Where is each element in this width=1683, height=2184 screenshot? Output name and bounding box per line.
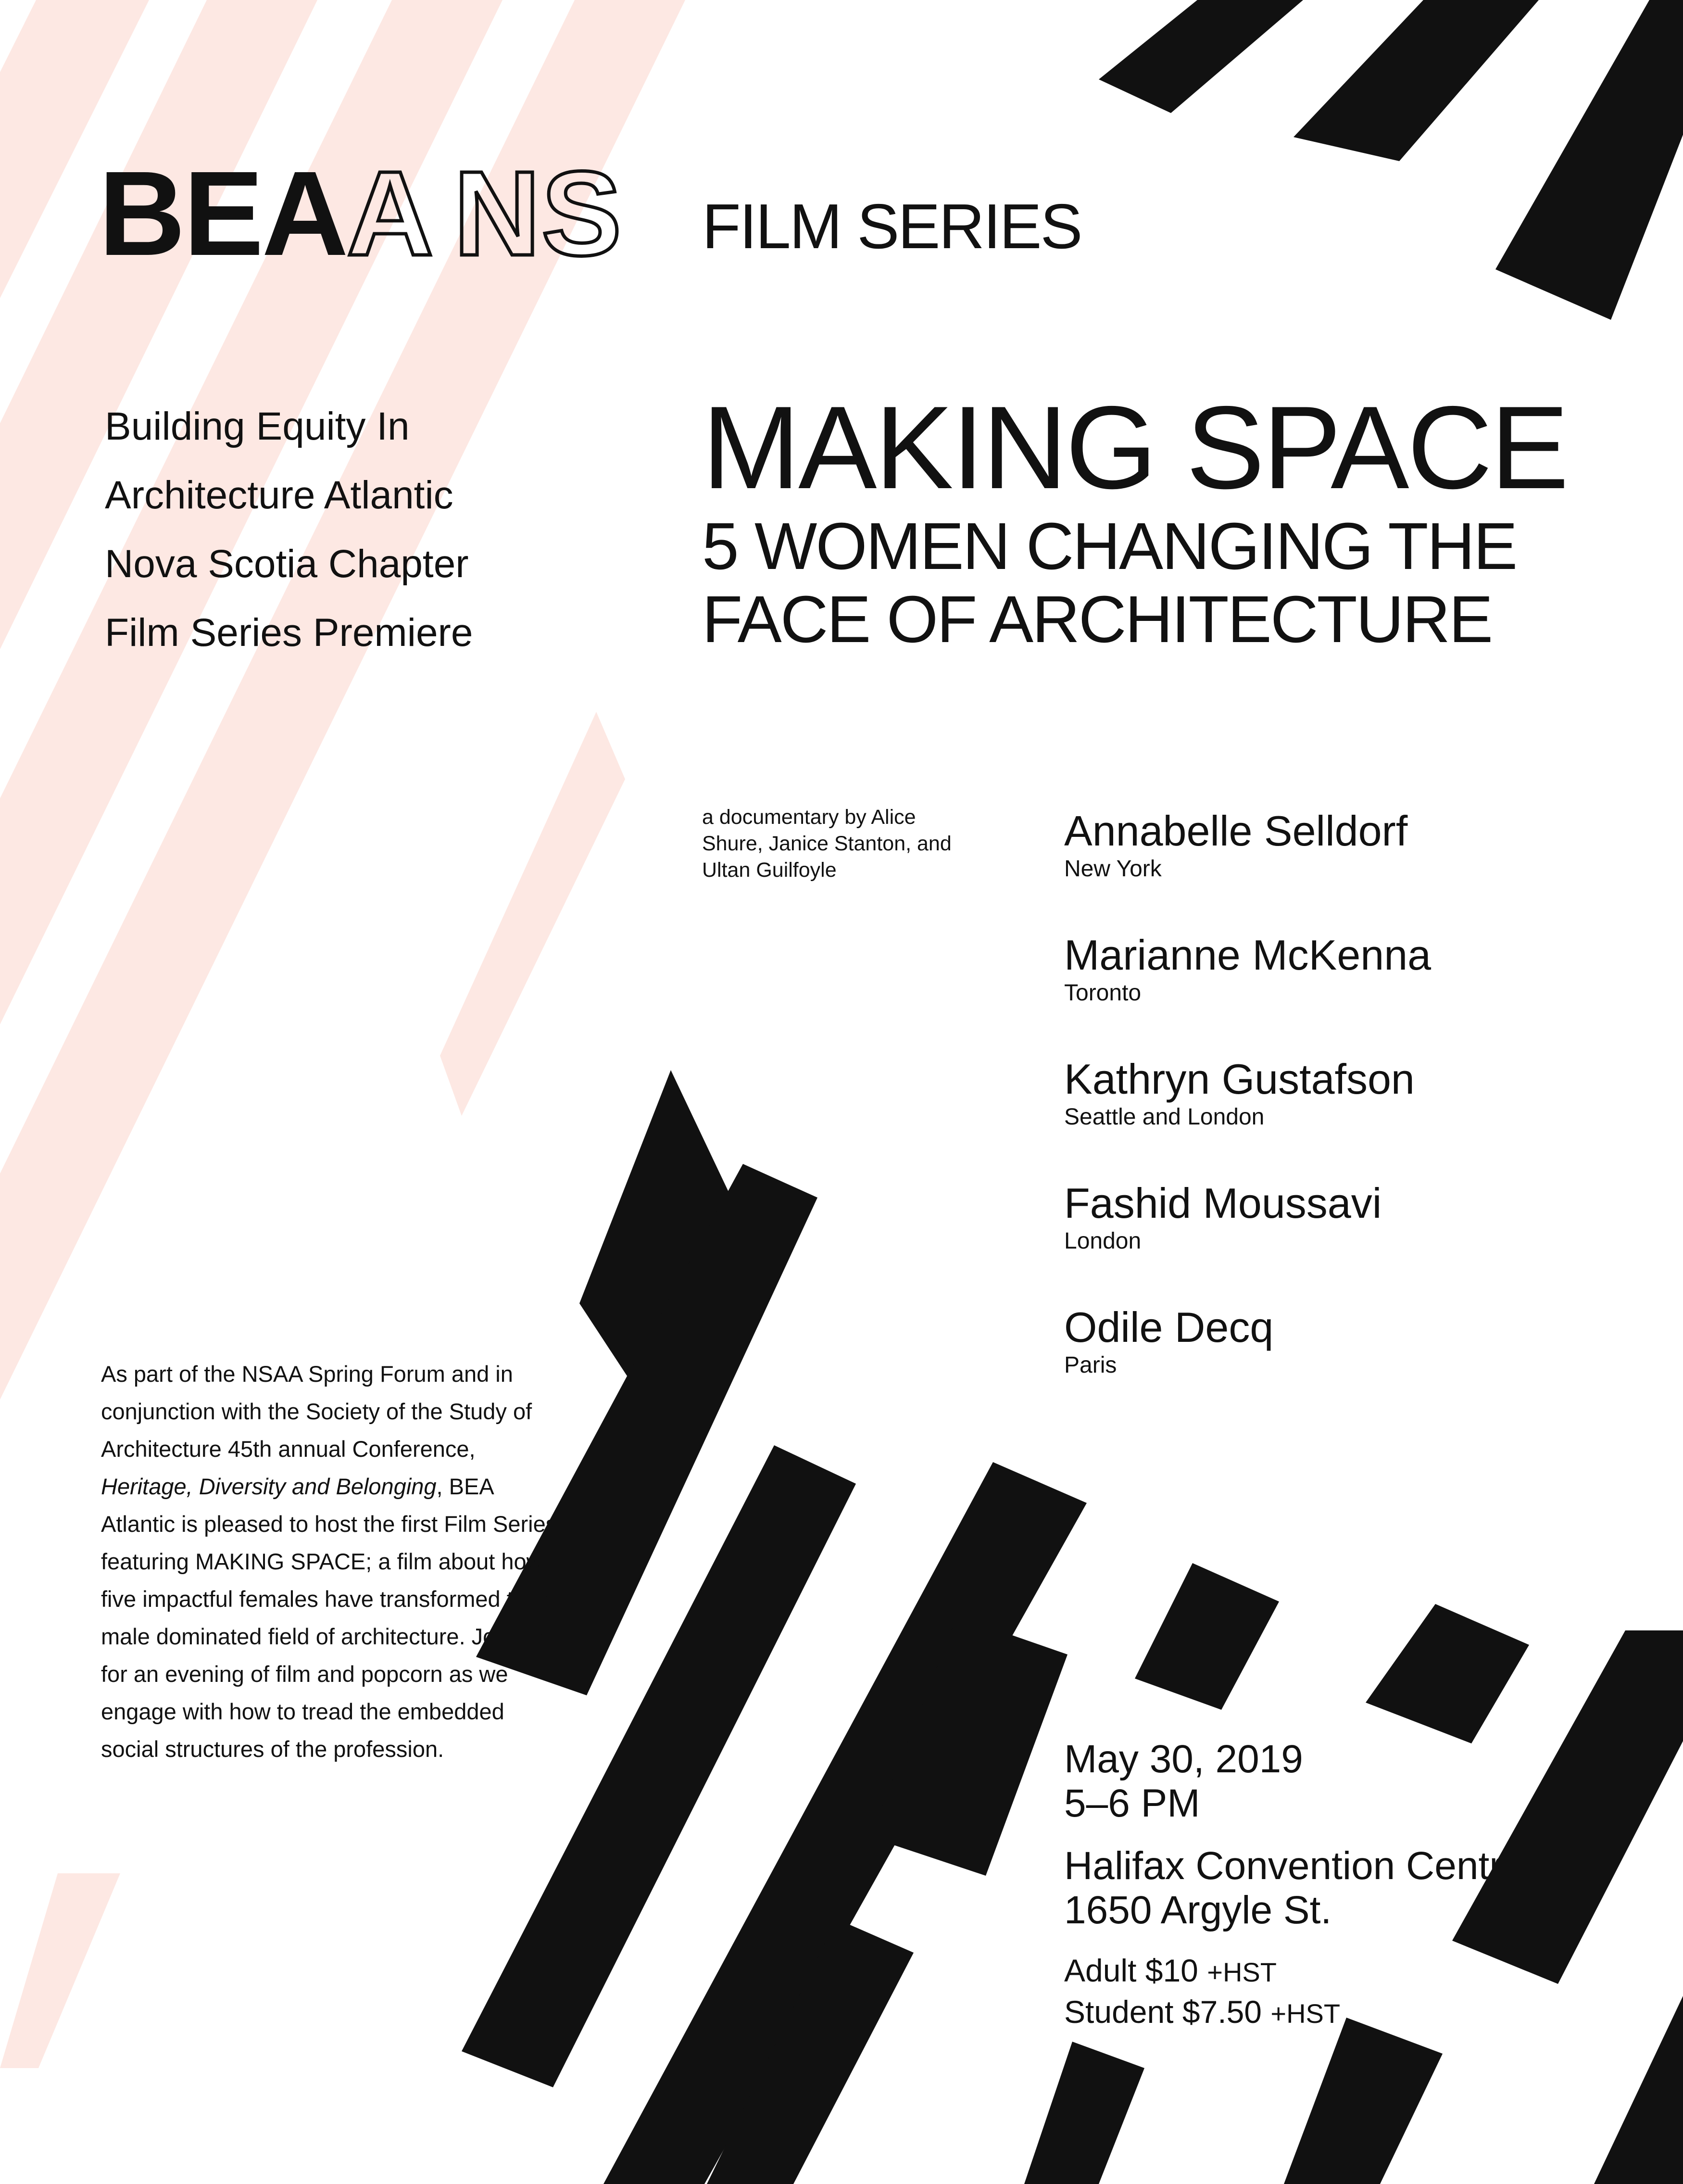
film-title: MAKING SPACE [702, 381, 1567, 513]
architect-name: Marianne McKenna [1064, 931, 1432, 979]
event-date: May 30, 2019 [1064, 1737, 1303, 1781]
film-title-block [702, 381, 1567, 656]
architect-city: New York [1064, 856, 1162, 882]
architect-city: London [1064, 1228, 1142, 1254]
list-item [1064, 1179, 1431, 1303]
organization-block [105, 392, 473, 667]
featured-architects-list [1064, 807, 1431, 1427]
bea-ns-logo [99, 144, 623, 280]
event-venue: Halifax Convention Centre [1064, 1844, 1525, 1888]
tax-label: +HST [1270, 1998, 1341, 2029]
org-line: Architecture Atlantic [105, 473, 453, 517]
architect-city: Paris [1064, 1352, 1117, 1378]
student-price-label: Student $7.50 [1064, 1994, 1262, 2030]
event-description [101, 1355, 563, 1768]
event-time: 5–6 PM [1064, 1781, 1200, 1825]
org-line: Building Equity In [105, 404, 410, 448]
list-item [1064, 1303, 1431, 1427]
event-details [1064, 1737, 1524, 2033]
event-address: 1650 Argyle St. [1064, 1888, 1332, 1932]
org-line: Film Series Premiere [105, 611, 473, 655]
list-item [1064, 1055, 1431, 1179]
description-text-1: As part of the NSAA Spring Forum and in conjunction with the Society of the Study of Architecture 45th annual Conference, [101, 1361, 532, 1462]
org-line: Nova Scotia Chapter [105, 542, 469, 586]
documentary-credits: a documentary by Alice Shure, Janice Stanton, and Ultan Guilfoyle [702, 806, 952, 882]
conference-theme: Heritage, Diversity and Belonging [101, 1474, 437, 1499]
film-subtitle-line-1: 5 WOMEN CHANGING THE [702, 509, 1517, 583]
architect-name: Annabelle Selldorf [1064, 807, 1408, 855]
film-series-label: FILM SERIES [702, 191, 1081, 262]
logo-outline-ns: NS [453, 146, 623, 280]
tax-label: +HST [1207, 1957, 1277, 1987]
list-item [1064, 931, 1431, 1055]
architect-city: Seattle and London [1064, 1104, 1265, 1130]
architect-name: Odile Decq [1064, 1303, 1274, 1351]
film-subtitle-line-2: FACE OF ARCHITECTURE [702, 582, 1492, 656]
adult-price [1064, 1951, 1524, 1992]
logo-outline-a: A [346, 146, 435, 280]
list-item [1064, 807, 1431, 931]
architect-name: Kathryn Gustafson [1064, 1055, 1415, 1103]
student-price [1064, 1992, 1524, 2033]
architect-name: Fashid Moussavi [1064, 1179, 1382, 1227]
adult-price-label: Adult $10 [1064, 1953, 1198, 1988]
architect-city: Toronto [1064, 980, 1142, 1006]
logo-bea: BEA [99, 146, 347, 280]
description-text-2: , BEA Atlantic is pleased to host the first Film Series featuring MAKING SPACE; a film about how five impactful females have transformed their male dominated field of architecture. Join us for an evening of film and popcorn as we engage with how to tread the embedded social structures of the profession. [101, 1474, 557, 1762]
